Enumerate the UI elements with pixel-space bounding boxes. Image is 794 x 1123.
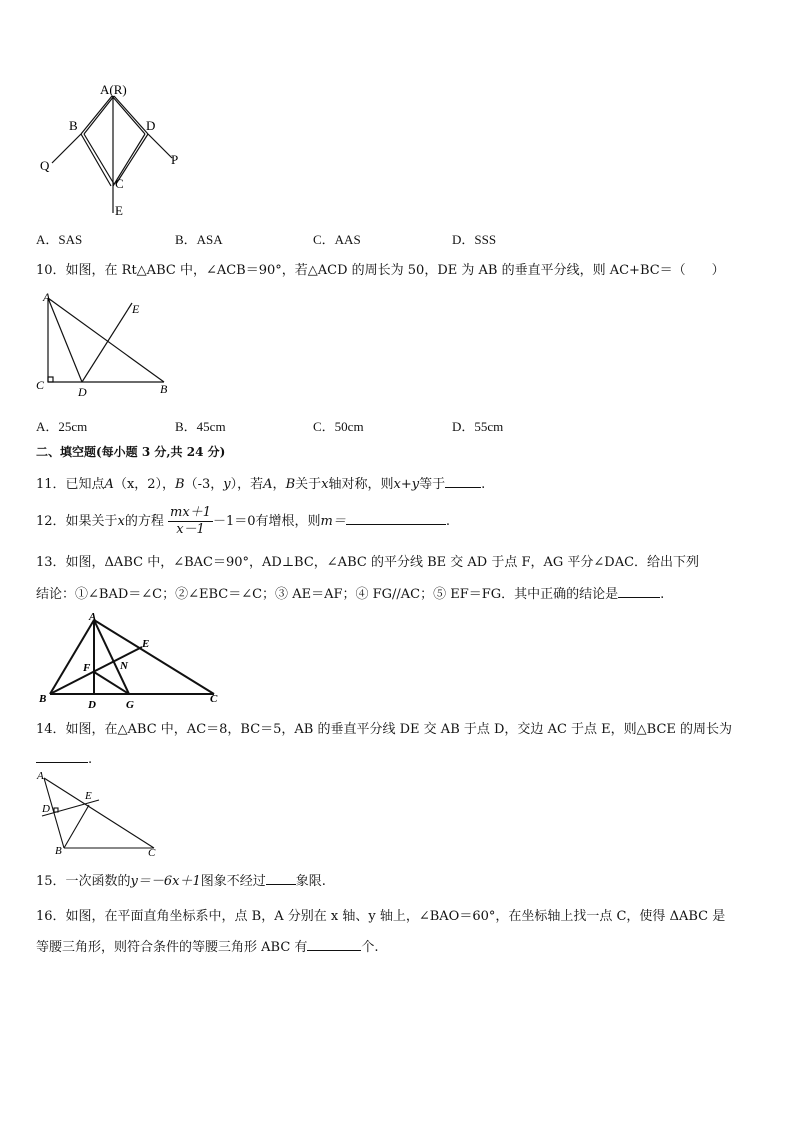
q11-text-5: ， xyxy=(272,477,286,492)
q12-var-x: x xyxy=(117,514,125,529)
q11-text-4: ），若 xyxy=(230,477,264,492)
fig13-label-G: G xyxy=(126,699,134,710)
q10-option-b: B．45cm xyxy=(175,419,226,434)
fig9-label-D: D xyxy=(146,118,156,133)
q12-denominator: x－1 xyxy=(176,522,205,537)
fig13-label-E: E xyxy=(142,638,150,650)
q12-text-2: 的方程 xyxy=(124,514,164,529)
q11-expr-xy: x+y xyxy=(393,477,420,492)
fig14-label-B: B xyxy=(55,845,62,857)
q12-text-1: 12．如果关于 xyxy=(36,514,118,529)
q9-option-c: C．AAS xyxy=(313,232,361,247)
q16-stem-line2 xyxy=(36,936,379,955)
q12-numerator: mx＋1 xyxy=(170,505,211,520)
fig13-label-N: N xyxy=(120,660,128,672)
q15-stem xyxy=(36,870,326,889)
q14-stem-line2 xyxy=(36,750,92,767)
fig10-label-E: E xyxy=(132,302,140,316)
q11-text-8: 等于 xyxy=(419,477,446,492)
q10-stem: 10．如图，在 Rt△ABC 中，∠ACB＝90°，若△ACD 的周长为 50，DE 为 AB 的垂直平分线，则 AC+BC＝（ ） xyxy=(36,263,725,278)
q11-text-1: 11．已知点 xyxy=(36,477,105,492)
q11-text-7: 轴对称，则 xyxy=(328,477,394,492)
q11-point-b: B xyxy=(175,477,185,492)
q11-text-3: （-3， xyxy=(184,477,224,492)
fig9-label-A: A(R) xyxy=(100,82,127,97)
q15-text-3: 象限. xyxy=(295,874,326,889)
fig9-label-B: B xyxy=(69,118,78,133)
q12-fraction xyxy=(168,505,213,538)
q11-stem xyxy=(36,473,485,492)
fig14-label-E: E xyxy=(85,790,92,802)
q11-point-a2: A xyxy=(263,477,273,492)
q16-stem-line1: 16．如图，在平面直角坐标系中，点 B，A 分别在 x 轴、y 轴上，∠BAO＝60°，在坐标轴上找一点 C，使得 ΔABC 是 xyxy=(36,909,726,924)
q14-end: . xyxy=(88,752,93,767)
q14-stem-line1: 14．如图，在△ABC 中，AC＝8，BC＝5，AB 的垂直平分线 DE 交 AB 于点 D，交边 AC 于点 E，则△BCE 的周长为 xyxy=(36,722,733,737)
fig13-label-D: D xyxy=(88,699,96,710)
q11-var-y: y xyxy=(223,477,231,492)
fig9-label-P: P xyxy=(171,152,179,167)
q15-formula: y＝－6x＋1 xyxy=(130,874,201,889)
fig10-label-D: D xyxy=(78,385,87,399)
section-heading-fill-in: 二、填空题(每小题 3 分,共 24 分) xyxy=(36,445,226,459)
q11-text-6: 关于 xyxy=(295,477,322,492)
fig14-label-A: A xyxy=(37,770,44,782)
q12-answer-blank[interactable] xyxy=(346,512,446,525)
q11-end: . xyxy=(481,477,486,492)
fig14-label-D: D xyxy=(42,803,50,815)
q15-text-1: 15．一次函数的 xyxy=(36,874,131,889)
q10-option-c: C．50cm xyxy=(313,419,364,434)
q11-point-a: A xyxy=(104,477,114,492)
q11-answer-blank[interactable] xyxy=(445,475,481,488)
figure-q10-triangle xyxy=(34,288,184,403)
fig13-label-F: F xyxy=(83,662,91,674)
q9-option-a: A．SAS xyxy=(36,232,83,247)
q13-stem-line2 xyxy=(36,583,664,602)
fig9-label-Q: Q xyxy=(40,158,50,173)
q15-text-2: 图象不经过 xyxy=(200,874,266,889)
q15-answer-blank[interactable] xyxy=(266,872,296,885)
fig10-label-A: A xyxy=(43,290,51,304)
fig14-label-C: C xyxy=(148,847,156,859)
fig13-label-A: A xyxy=(89,611,97,623)
q12-text-3: －1＝0有增根，则 xyxy=(212,514,321,529)
q13-answer-blank[interactable] xyxy=(618,585,660,598)
q13-stem-line1: 13．如图，ΔABC 中，∠BAC＝90°，AD⊥BC，∠ABC 的平分线 BE 交 AD 于点 F，AG 平分∠DAC．给出下列 xyxy=(36,555,700,570)
q9-option-b: B．ASA xyxy=(175,232,223,247)
q12-stem xyxy=(36,505,450,538)
q11-text-2: （x，2）， xyxy=(113,477,176,492)
q16-text-2a: 等腰三角形，则符合条件的等腰三角形 ABC 有 xyxy=(36,940,308,955)
q12-end: . xyxy=(445,514,450,529)
fig10-label-B: B xyxy=(160,382,168,396)
q13-text-2a: 结论：①∠BAD＝∠C；②∠EBC＝∠C；③ AE＝AF；④ FG//AC；⑤ EF＝FG．其中正确的结论是 xyxy=(36,587,619,602)
fig13-label-B: B xyxy=(39,693,47,705)
fig10-label-C: C xyxy=(36,378,45,392)
q13-end: . xyxy=(660,587,665,602)
q16-text-2b: 个. xyxy=(361,940,379,955)
fig9-label-C: C xyxy=(115,176,124,191)
q10-option-a: A．25cm xyxy=(36,419,88,434)
q11-var-x: x xyxy=(321,477,329,492)
q10-option-d: D．55cm xyxy=(452,419,504,434)
q12-var-m: m＝ xyxy=(320,514,346,529)
figure-q13-triangle xyxy=(34,610,229,710)
figure-q14-triangle xyxy=(34,768,164,860)
q11-point-b2: B xyxy=(285,477,296,492)
fig9-label-E: E xyxy=(115,203,123,218)
figure-q9-kite xyxy=(38,78,198,218)
fig13-label-C: C xyxy=(210,693,218,705)
q14-answer-blank[interactable] xyxy=(36,750,88,763)
q9-option-d: D．SSS xyxy=(452,232,497,247)
q16-answer-blank[interactable] xyxy=(307,938,361,951)
